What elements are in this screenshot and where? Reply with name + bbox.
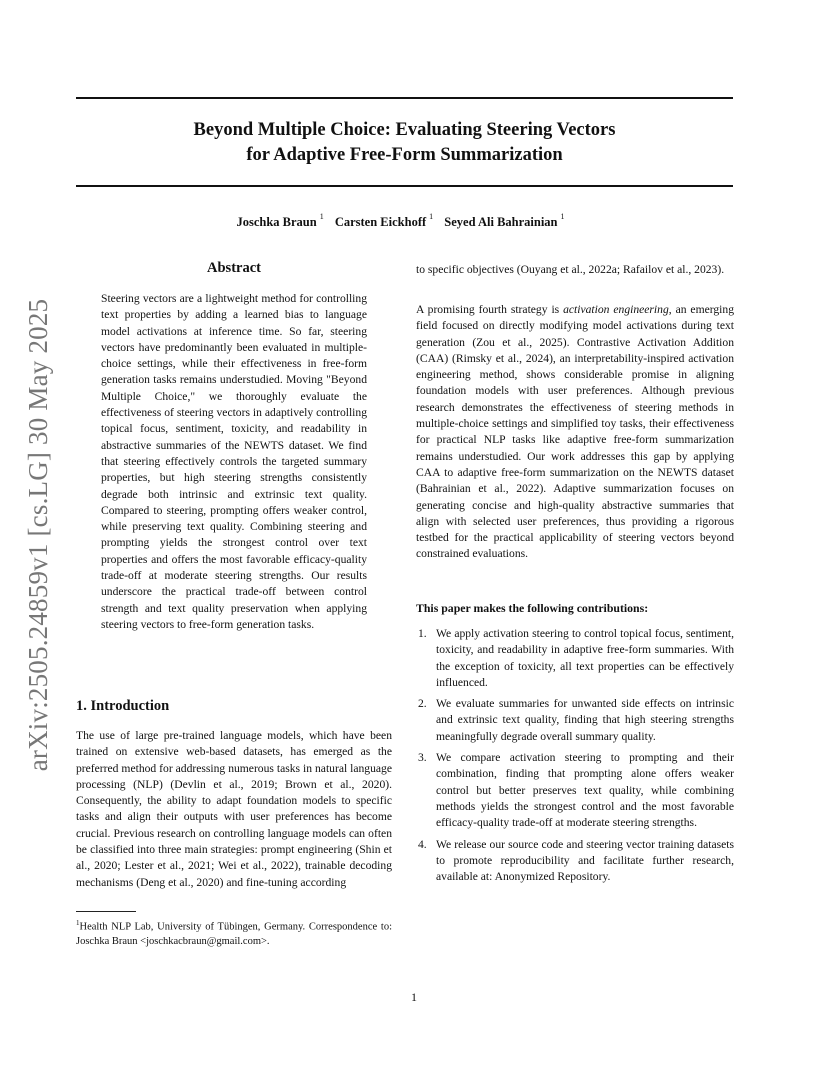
author-list — [76, 214, 733, 230]
contribution-text: We evaluate summaries for unwanted side effects on intrinsic and extrinsic text quality, finding that high steering strengths meaningfully degrade overall summary quality. — [436, 697, 734, 743]
contribution-number: 1. — [418, 627, 427, 640]
introduction-paragraph: The use of large pre-trained language models, which have been trained on extensive web-based datasets, has emerged as the preferred method for addressing numerous tasks in natural language processing (NLP) (Devlin et al., 2019; Brown et al., 2020). Consequently, the ability to adapt foundation models to specific tasks and align their outputs with user preferences has become crucial. Previous research on controlling language models can often be classified into three main strategies: prompt engineering (Shin et al., 2020; Lester et al., 2021; Wei et al., 2022), trainable decoding mechanisms (Deng et al., 2020) and fine-tuning according — [76, 729, 392, 889]
author-affiliation-mark: 1 — [560, 212, 565, 221]
contribution-text: We apply activation steering to control topical focus, sentiment, toxicity, and readability in adaptive free-form summaries. With the exception of toxicity, all text properties can be effectively influenced. — [436, 627, 734, 689]
contribution-number: 3. — [418, 751, 427, 765]
author-affiliation-mark: 1 — [429, 212, 434, 221]
title-bottom-rule — [76, 185, 733, 187]
author-name: Joschka Braun — [236, 215, 317, 230]
contribution-item — [416, 696, 734, 745]
activation-engineering-paragraph — [416, 302, 734, 563]
arxiv-identifier: arXiv:2505.24859v1 [cs.LG] 30 May 2025 — [23, 298, 53, 772]
emphasized-term: activation engineering — [563, 303, 669, 316]
introduction-heading: 1. Introduction — [76, 698, 170, 714]
author-name: Seyed Ali Bahrainian — [444, 215, 558, 230]
contributions-list — [416, 626, 734, 890]
introduction-continued: to specific objectives (Ouyang et al., 2022a; Rafailov et al., 2023). — [416, 263, 725, 276]
contribution-number: 4. — [418, 837, 427, 851]
title-line-2: for Adaptive Free-Form Summarization — [246, 145, 563, 165]
contribution-text: We release our source code and steering vector training datasets to promote reproducibility and facilitate further research, available at: Anonymized Repository. — [436, 837, 734, 884]
paragraph-text: , an emerging field focused on directly modifying model activations during text generation (Zou et al., 2025). Contrastive Activation Addition (CAA) (Rimsky et al., 2024), an interpretability-inspired activation engineering method, shows considerable promise in aligning foundation models with user preferences. Although previous research demonstrates the effectiveness of steering methods in multiple-choice settings and simplified toy tasks, their effectiveness for practical NLP tasks like adaptive free-form summarization remains understudied. Our work addresses this gap by applying CAA to adaptive free-form summarization on the NEWTS dataset (Bahrainian et al., 2022). Adaptive summarization focuses on generating concise and high-quality abstractive summaries that align with selected user preferences, thus providing a rigorous testbed for the practical applicability of steering vectors beyond constrained evaluations. — [416, 303, 734, 561]
abstract-text: Steering vectors are a lightweight method for controlling text properties by adding a learned bias to language model activations at inference time. So far, steering vectors have predominantly been evaluated in multiple-choice settings, while their effectiveness in free-form generation tasks remains understudied. Moving "Beyond Multiple Choice," we thoroughly evaluate the effectiveness of steering vectors in adaptively controlling topical focus, sentiment, toxicity, and readability in abstractive summaries of the NEWTS dataset. We find that steering effectively controls the targeted summary properties, but high steering strengths consistently degrade both intrinsic and extrinsic text quality. Compared to steering, prompting offers weaker control, while preserving text quality. Combining steering and prompting yields the strongest control over text properties and offers the most favorable efficacy-quality trade-off at moderate steering strengths. Our results underscore the practical trade-off between control strength and text quality preservation when applying steering vectors to free-form generation tasks. — [101, 292, 367, 631]
footnote-mark: 1 — [76, 919, 80, 927]
footnote-text: Health NLP Lab, University of Tübingen, Germany. Correspondence to: Joschka Braun <joschkacbraun@gmail.com>. — [76, 921, 392, 947]
contribution-text: We compare activation steering to prompting and their combination, finding that prompting alone offers weaker control but better preserves text quality, while combining methods yields the strongest control and the most favorable efficacy-quality trade-off at moderate steering strengths. — [436, 751, 734, 830]
contribution-number: 2. — [418, 697, 427, 711]
contribution-item — [416, 626, 734, 691]
contribution-item — [416, 750, 734, 831]
affiliation-footnote — [76, 916, 392, 950]
title-top-rule — [76, 97, 733, 99]
contribution-item — [416, 837, 734, 886]
page-number: 1 — [411, 990, 417, 1004]
author-name: Carsten Eickhoff — [334, 215, 427, 230]
paragraph-text: A promising fourth strategy is — [416, 303, 564, 316]
paper-title — [76, 118, 733, 168]
footnote-rule — [76, 911, 136, 912]
title-line-1: Beyond Multiple Choice: Evaluating Steering Vectors — [193, 120, 616, 140]
abstract-heading: Abstract — [207, 260, 261, 276]
contributions-heading: This paper makes the following contributions: — [416, 601, 649, 615]
author-affiliation-mark: 1 — [319, 212, 324, 221]
